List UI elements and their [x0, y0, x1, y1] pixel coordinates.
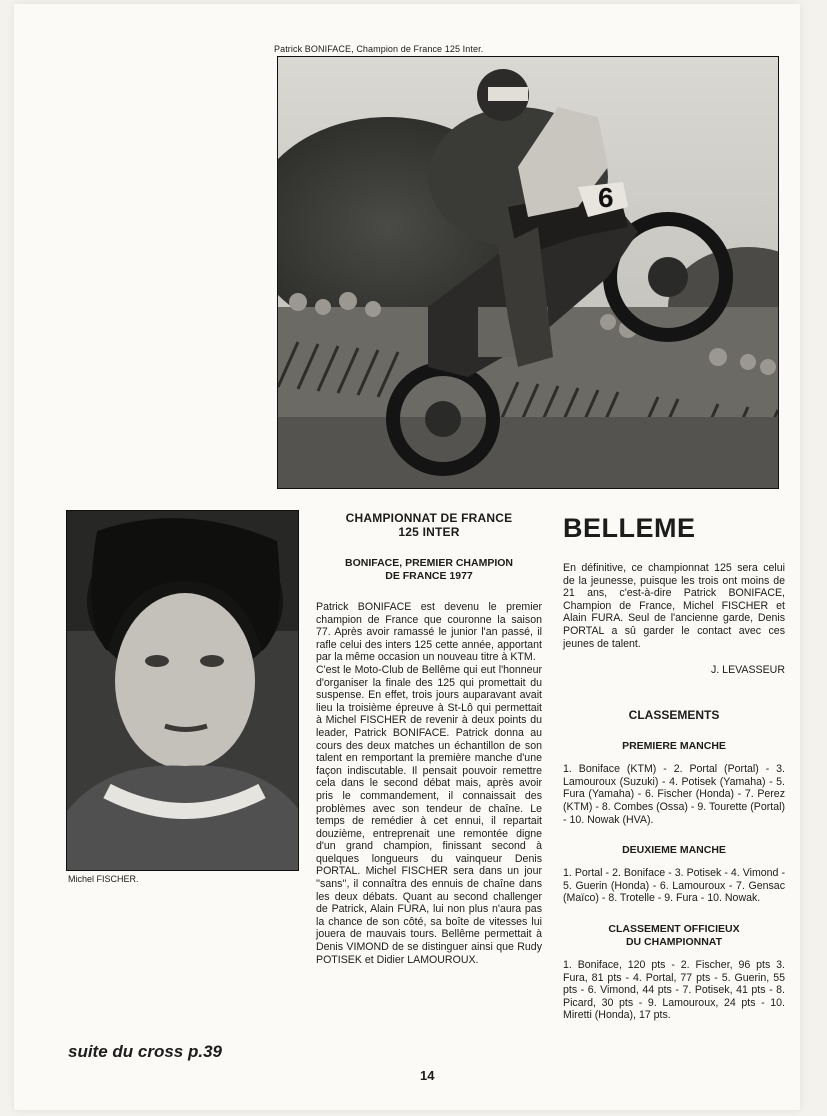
belleme-body: En définitive, ce championnat 125 sera celui de la jeunesse, puisque les trois ont moins de 21 ans, c'est-à-dire Patrick BONIFACE, Champion de France, Michel FISCHER et Alain FURA. Seul de l'ancienne garde, Denis PORTAL a sû garder le contact avec ces jeunes de talent. — [563, 562, 785, 650]
belleme-title: BELLEME — [563, 513, 696, 543]
premiere-manche-title: PREMIERE MANCHE — [622, 740, 726, 753]
portrait-illustration — [67, 511, 299, 871]
article-column — [316, 511, 542, 966]
motocross-photo — [277, 56, 779, 489]
premiere-manche-results: 1. Boniface (KTM) - 2. Portal (Portal) - 3. Lamouroux (Suzuki) - 4. Potisek (Yamaha) - 5. Fura (Yamaha) - 6. Fischer (Honda) - 7. Perez (KTM) - 8. Combes (Ossa) - 9. Tourette (Portal) - 10. Nowak (HVA). — [563, 763, 785, 826]
article-body: Patrick BONIFACE est devenu le premier champion de France que couronne la saison 77. Après avoir ramassé le junior l'an passé, il rafle celui des inters 125 cette année, apportant par la même occasion un nouveau titre à KTM. C'est le Moto-Club de Bellême qui eut l'honneur d'organiser la finale des 125 qui promettait du suspense. En effet, trois jours auparavant avait lieu la troisième épreuve à St-Lô qui permettait à Michel FISCHER de revenir à deux points du leader, Patrick BONIFACE. Patrick donna au cours des deux matches un échantillon de son talent en remportant la première manche d'une façon indiscutable. Il pensait pouvoir remettre cela dans le second débat mais, après avoir pris le commandement, il connaissait des problèmes avec son tendeur de chaîne. Le temps de remédier à cet ennui, il repartait douzième, entreprenait une remontée digne d'un grand champion, finissant second à quelques longueurs du vainqueur Denis PORTAL. Michel FISCHER sera dans un jour ''sans'', il connaîtra des ennuis de chaîne dans les deux débats. Quant au second challenger de Patrick, Alain FURA, lui non plus n'aura pas la chance de son côté, sa boîte de vitesses lui jouera de mauvais tours. Bellême permettait à Denis VIMOND de se distinguer ainsi que Rudy POTISEK et Didier LAMOUROUX. — [316, 601, 542, 966]
author-signature: J. LEVASSEUR — [711, 664, 785, 677]
portrait-caption: Michel FISCHER. — [68, 874, 139, 884]
article-subheading: BONIFACE, PREMIER CHAMPION DE FRANCE 1977 — [344, 557, 513, 582]
deuxieme-manche-results: 1. Portal - 2. Boniface - 3. Potisek - 4. Vimond - 5. Guerin (Honda) - 6. Lamouroux - 7. Gensac (Maïco) - 8. Trotelle - 9. Fura - 10. Nowak. — [563, 867, 785, 905]
michel-fischer-portrait — [66, 510, 299, 871]
classement-officieux-results: 1. Boniface, 120 pts - 2. Fischer, 96 pts 3. Fura, 81 pts - 4. Portal, 77 pts - 5. Guerin, 55 pts - 6. Vimond, 44 pts - 7. Potisek, 41 pts - 8. Picard, 30 pts - 9. Lamouroux, 24 pts - 10. Miretti (Honda), 17 pts. — [563, 958, 785, 1022]
deuxieme-manche-title: DEUXIEME MANCHE — [622, 844, 726, 857]
right-column — [563, 511, 785, 1022]
article-heading: CHAMPIONNAT DE FRANCE 125 INTER — [345, 511, 513, 539]
motocross-jump-illustration — [278, 57, 779, 489]
top-photo-caption: Patrick BONIFACE, Champion de France 125 Inter. — [274, 44, 484, 54]
bike-number-plate: 6 — [598, 182, 614, 213]
page-number: 14 — [420, 1068, 435, 1083]
suite-du-cross-link: suite du cross p.39 — [68, 1042, 222, 1061]
classement-officieux-title: CLASSEMENT OFFICIEUX DU CHAMPIONNAT — [608, 922, 740, 948]
classements-title: CLASSEMENTS — [628, 708, 720, 723]
